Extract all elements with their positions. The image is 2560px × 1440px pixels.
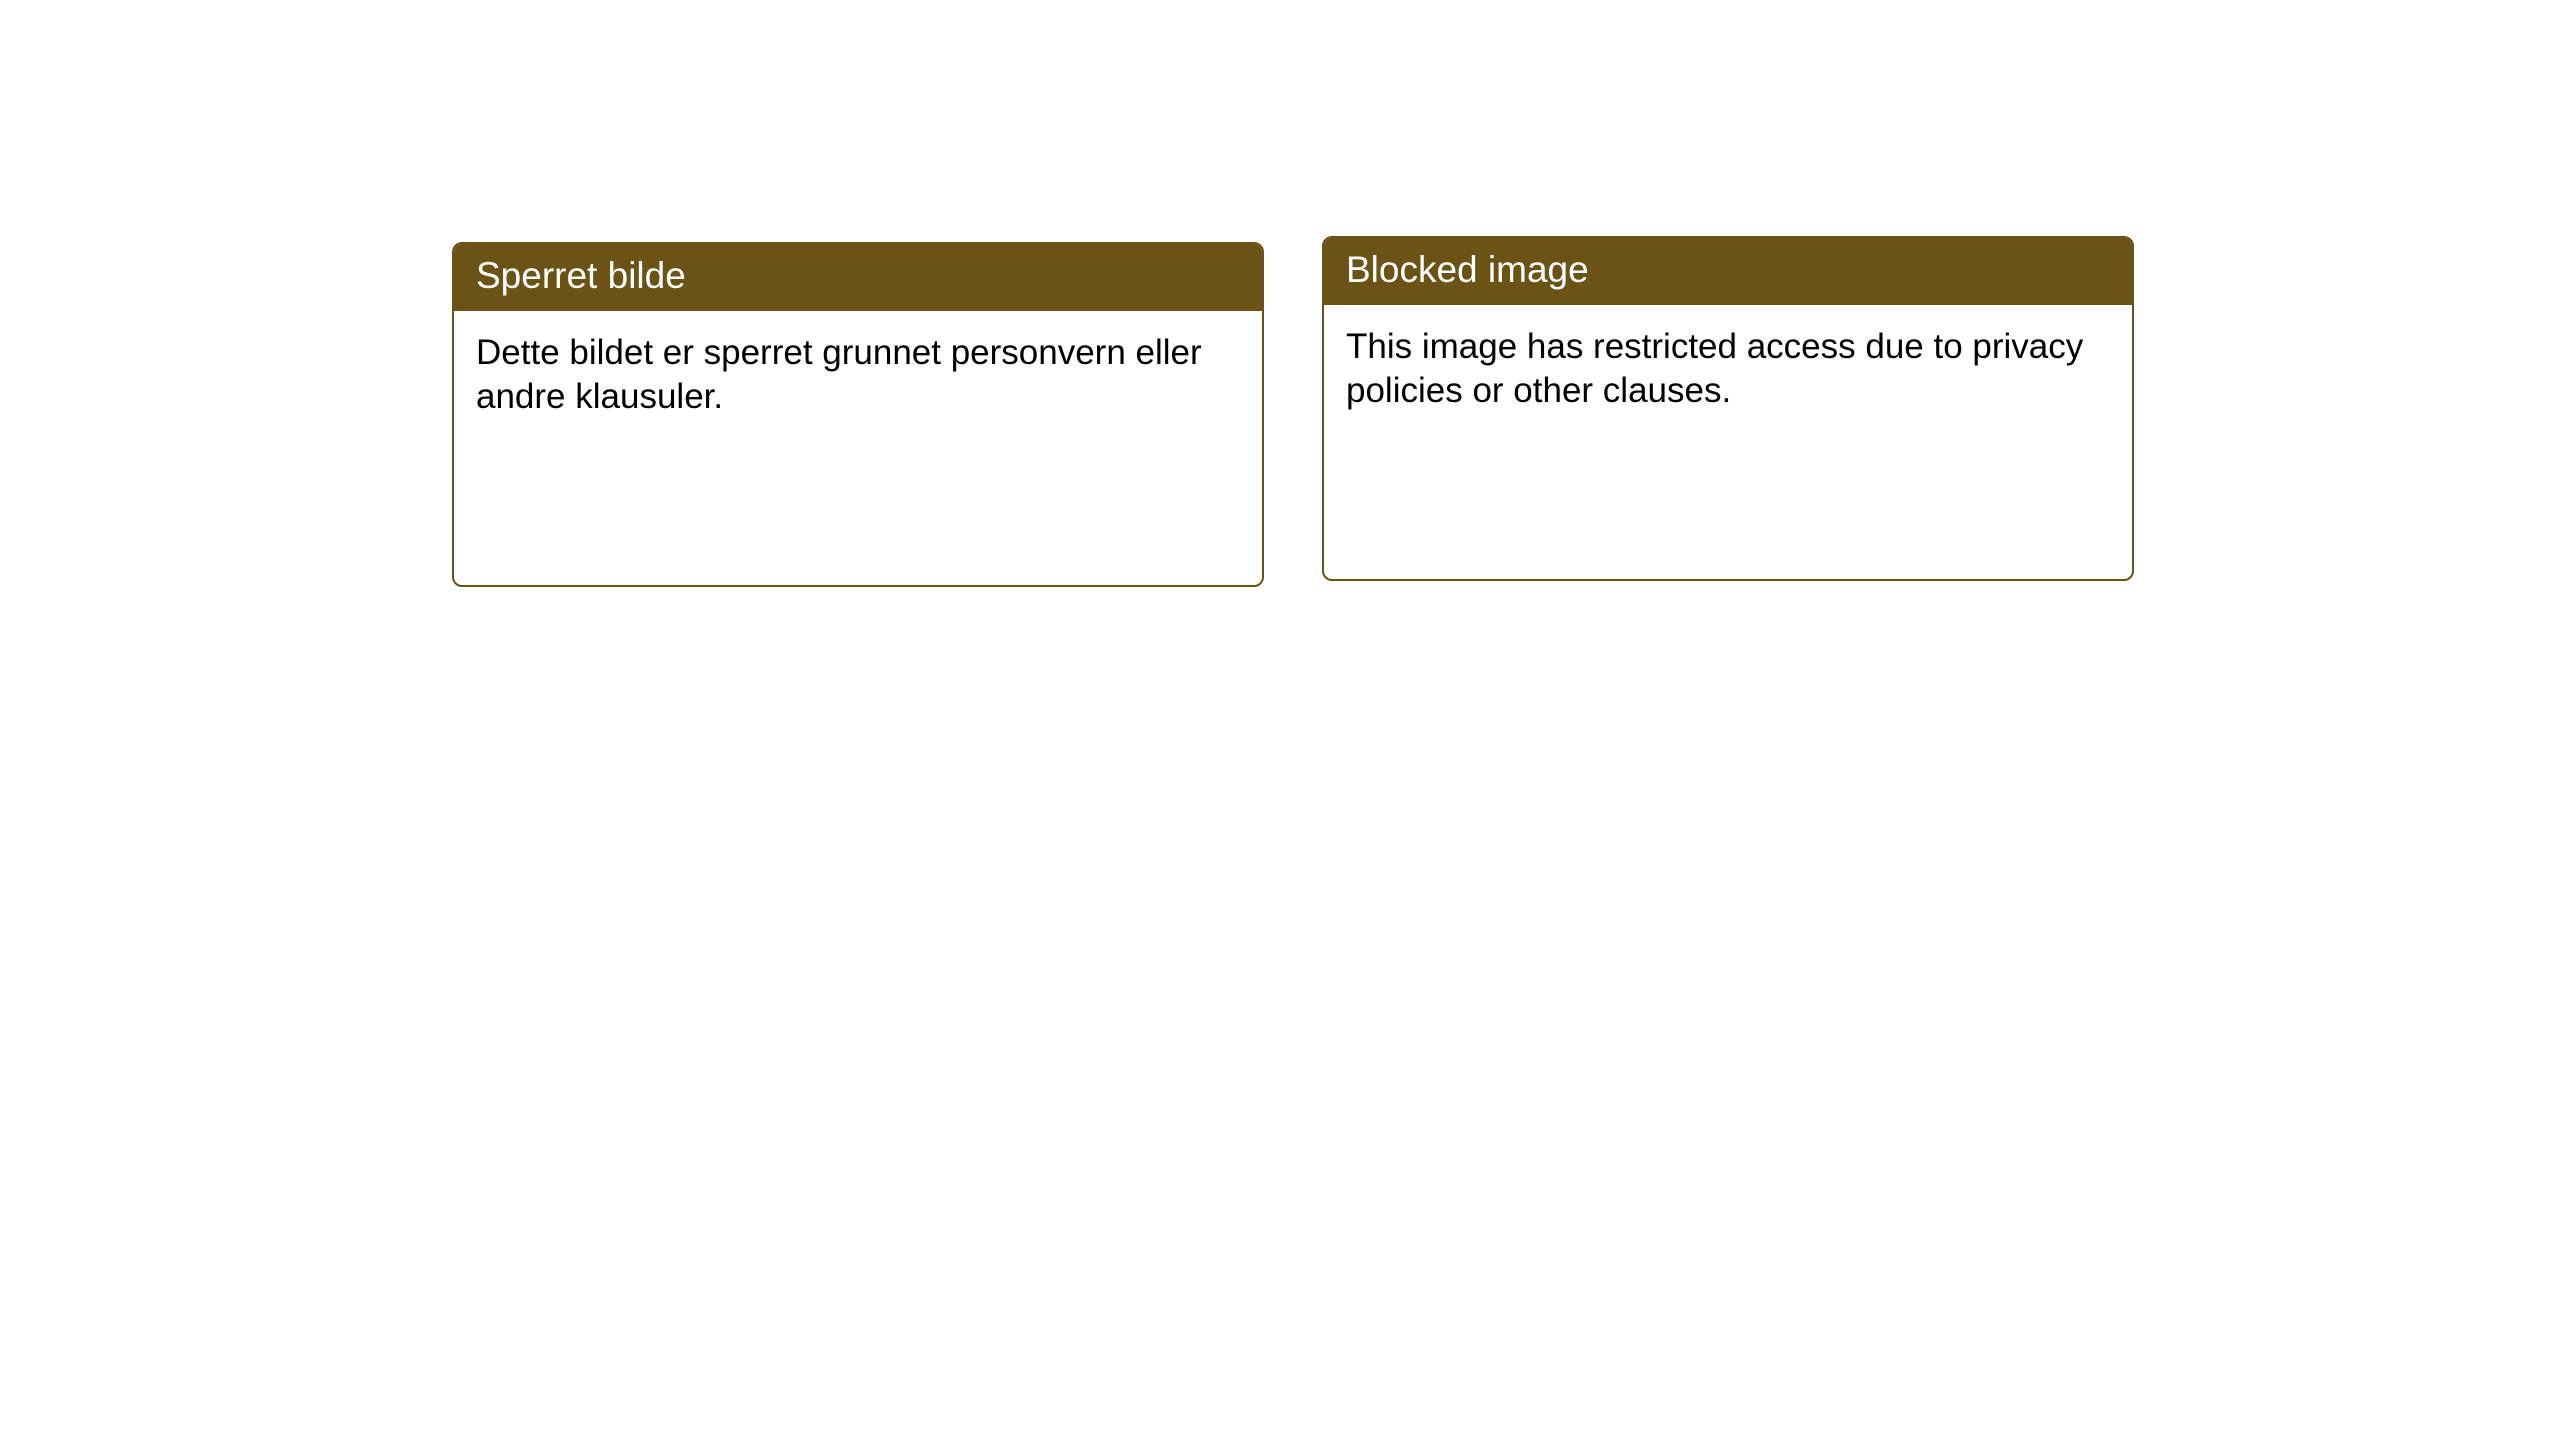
notice-message-english: This image has restricted access due to privacy policies or other clauses. xyxy=(1346,326,2084,411)
blocked-image-notice-norwegian xyxy=(452,242,1264,587)
blocked-image-notice-english xyxy=(1322,236,2134,581)
notice-title-norwegian: Sperret bilde xyxy=(454,244,1262,311)
notice-message-norwegian: Dette bildet er sperret grunnet personvern eller andre klausuler. xyxy=(476,332,1202,417)
notice-title-english: Blocked image xyxy=(1324,238,2132,305)
